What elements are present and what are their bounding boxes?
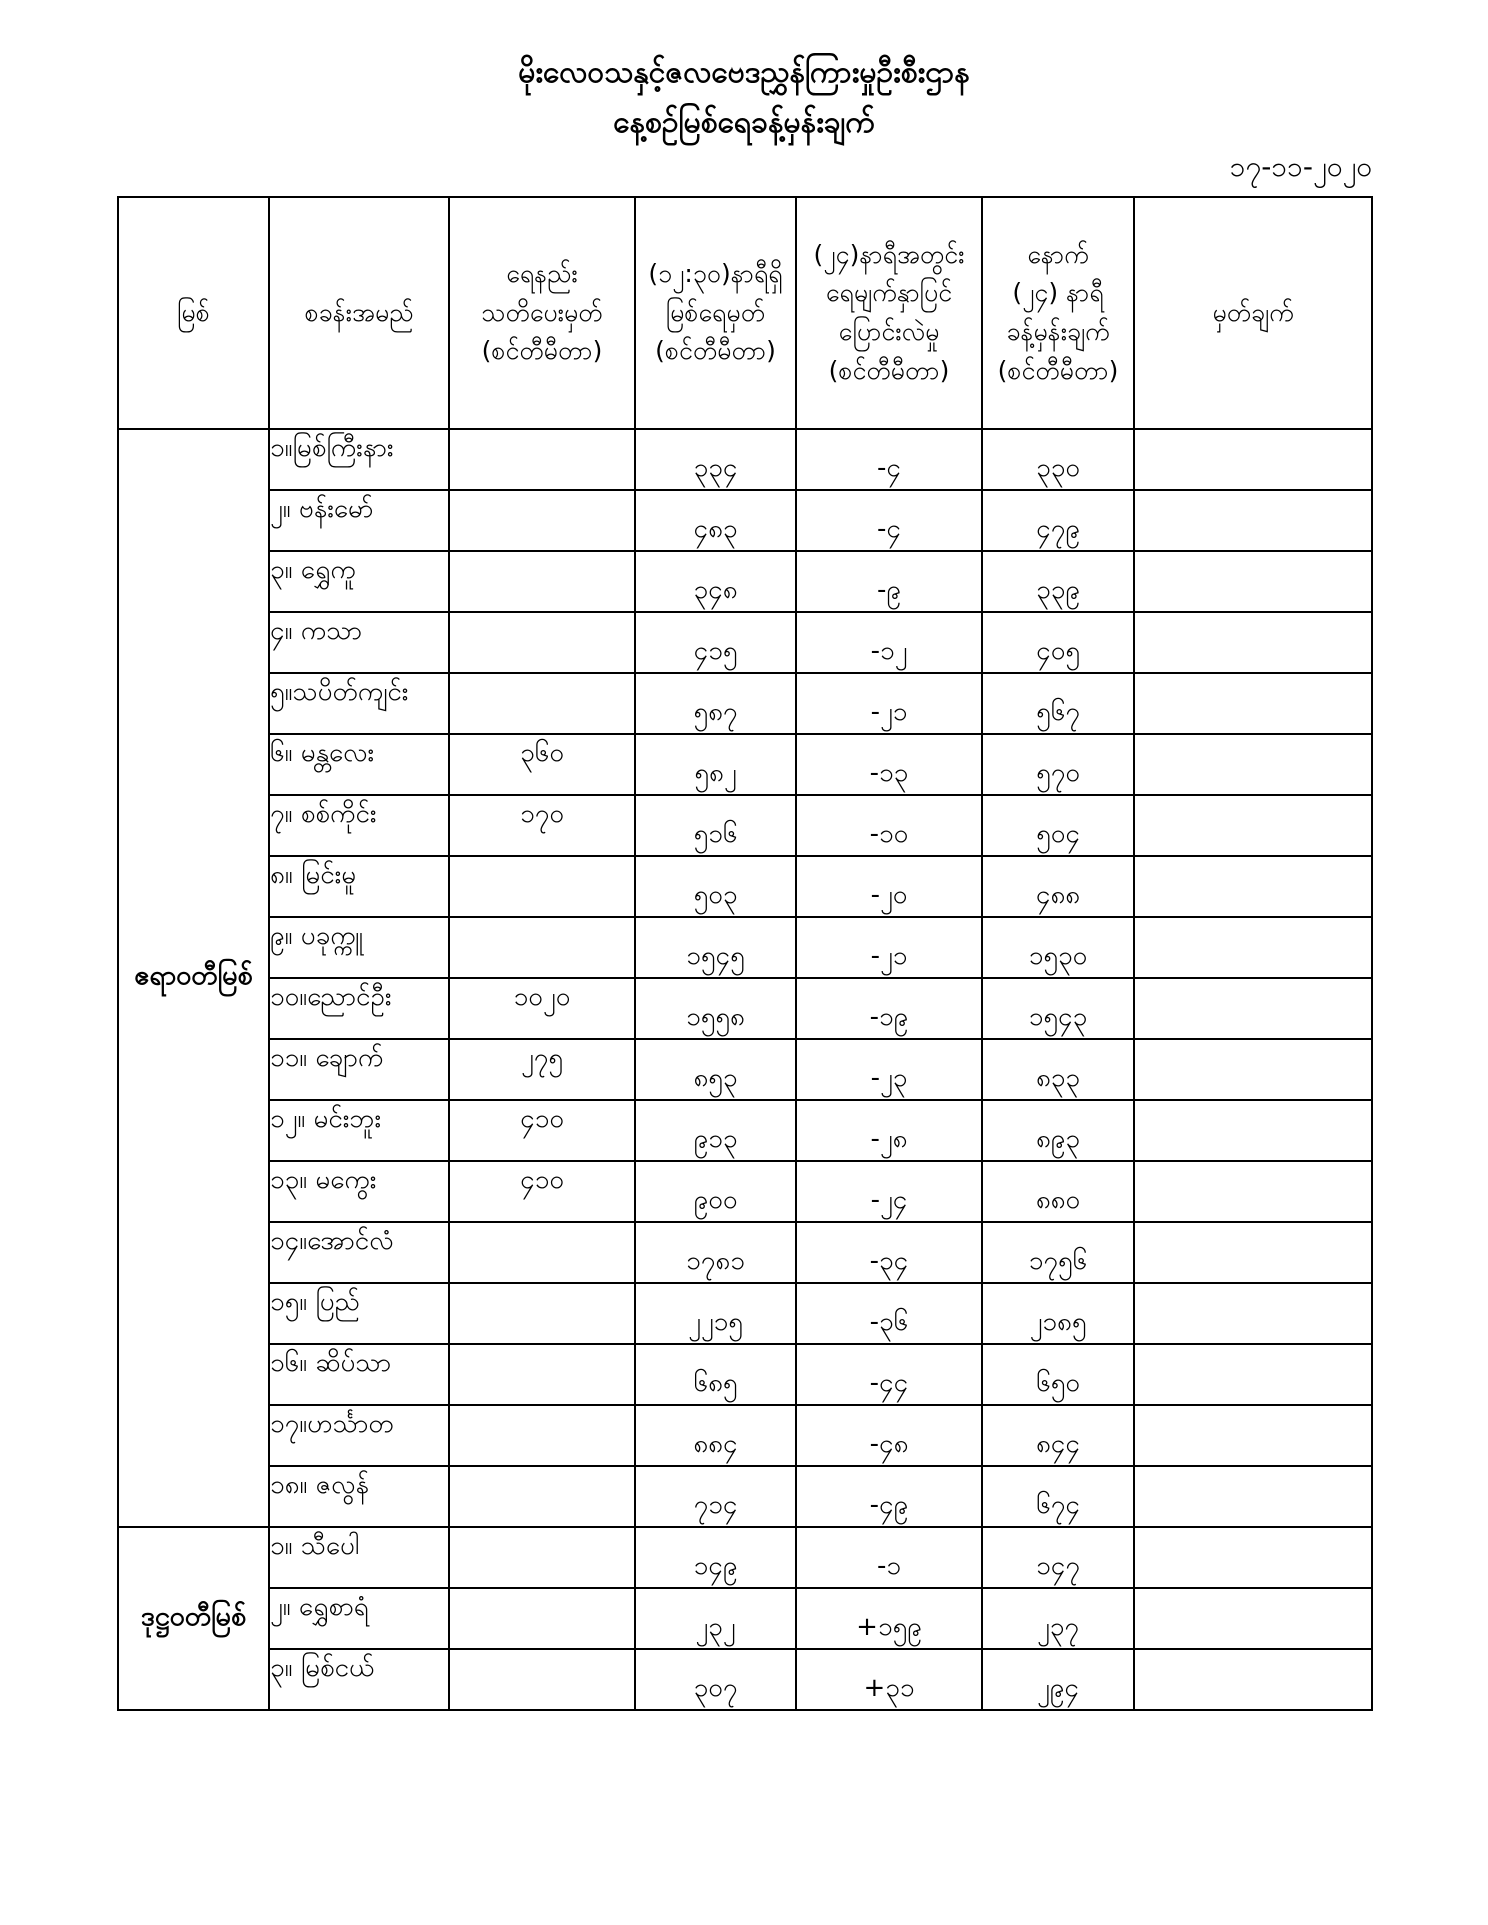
river-name-cell: ဧရာဝတီမြစ် (118, 429, 269, 1527)
change-cell: -၄ (796, 490, 982, 551)
change-cell: -၁၀ (796, 795, 982, 856)
level-cell: ၁၅၄၅ (635, 917, 796, 978)
table-row (118, 551, 1372, 612)
remark-cell (1134, 856, 1372, 917)
remark-cell (1134, 1405, 1372, 1466)
station-cell: ၃။ ရွှေကူ (269, 551, 449, 612)
warning-cell (449, 551, 635, 612)
station-cell: ၁၀။ညောင်ဦး (269, 978, 449, 1039)
remark-cell (1134, 978, 1372, 1039)
remark-cell (1134, 1344, 1372, 1405)
river-name-cell: ဒုဋ္ဌဝတီမြစ် (118, 1527, 269, 1710)
remark-cell (1134, 673, 1372, 734)
remark-cell (1134, 734, 1372, 795)
department-title: မိုးလေဝသနှင့်ဇလဗေဒညွှန်ကြားမှုဦးစီးဌာန (518, 55, 970, 90)
table-row (118, 1344, 1372, 1405)
warning-cell (449, 1344, 635, 1405)
remark-cell (1134, 1283, 1372, 1344)
forecast-cell: ၁၄၇ (982, 1527, 1134, 1588)
change-cell: -၁၃ (796, 734, 982, 795)
forecast-cell: ၂၃၇ (982, 1588, 1134, 1649)
forecast-cell: ၃၃၉ (982, 551, 1134, 612)
level-cell: ၇၁၄ (635, 1466, 796, 1527)
header-warning (449, 197, 635, 429)
header-change (796, 197, 982, 429)
table-row (118, 1161, 1372, 1222)
header-remark: မှတ်ချက် (1134, 197, 1372, 429)
level-cell: ၉၀၀ (635, 1161, 796, 1222)
station-cell: ၁၈။ ဇလွန် (269, 1466, 449, 1527)
warning-cell (449, 673, 635, 734)
change-cell: -၄၈ (796, 1405, 982, 1466)
remark-cell (1134, 1588, 1372, 1649)
remark-cell (1134, 490, 1372, 551)
level-cell: ၁၅၅၈ (635, 978, 796, 1039)
station-cell: ၈။ မြင်းမူ (269, 856, 449, 917)
change-cell: -၁ (796, 1527, 982, 1588)
station-cell: ၅။သပိတ်ကျင်း (269, 673, 449, 734)
report-title: နေ့စဉ်မြစ်ရေခန့်မှန်းချက် (613, 105, 875, 140)
forecast-cell: ၃၃၀ (982, 429, 1134, 490)
change-cell: -၂၃ (796, 1039, 982, 1100)
remark-cell (1134, 551, 1372, 612)
remark-cell (1134, 429, 1372, 490)
change-cell: -၂၄ (796, 1161, 982, 1222)
level-cell: ၃၀၇ (635, 1649, 796, 1710)
station-cell: ၁။မြစ်ကြီးနား (269, 429, 449, 490)
warning-cell (449, 1527, 635, 1588)
header-line: မြစ်ရေမှတ် (665, 297, 766, 327)
level-cell: ၆၈၅ (635, 1344, 796, 1405)
level-cell: ၅၈၇ (635, 673, 796, 734)
level-cell: ၂၂၁၅ (635, 1283, 796, 1344)
level-cell: ၃၄၈ (635, 551, 796, 612)
station-cell: ၁၃။ မကွေး (269, 1161, 449, 1222)
forecast-cell: ၅၀၄ (982, 795, 1134, 856)
warning-cell: ၁၇၀ (449, 795, 635, 856)
table-row (118, 1527, 1372, 1588)
warning-cell: ၁၀၂၀ (449, 978, 635, 1039)
change-cell: -၂၀ (796, 856, 982, 917)
level-cell: ၅၁၆ (635, 795, 796, 856)
table-row (118, 917, 1372, 978)
header-line: ရေနည်း (506, 258, 578, 288)
forecast-cell: ၂၉၄ (982, 1649, 1134, 1710)
warning-cell (449, 1222, 635, 1283)
station-cell: ၁၁။ ချောက် (269, 1039, 449, 1100)
level-cell: ၄၁၅ (635, 612, 796, 673)
forecast-cell: ၄၀၅ (982, 612, 1134, 673)
remark-cell (1134, 917, 1372, 978)
header-line: (စင်တီမီတာ) (828, 355, 950, 385)
table-row (118, 612, 1372, 673)
remark-cell (1134, 1649, 1372, 1710)
table-body (118, 429, 1372, 1710)
table-row (118, 1100, 1372, 1161)
warning-cell: ၄၁၀ (449, 1161, 635, 1222)
forecast-cell: ၆၇၄ (982, 1466, 1134, 1527)
forecast-cell: ၆၅၀ (982, 1344, 1134, 1405)
change-cell: -၃၆ (796, 1283, 982, 1344)
warning-cell (449, 856, 635, 917)
warning-cell (449, 429, 635, 490)
header-line: (စင်တီမီတာ) (997, 355, 1119, 385)
level-cell: ၈၅၃ (635, 1039, 796, 1100)
table-row (118, 734, 1372, 795)
header-line: ပြောင်းလဲမှု (838, 317, 940, 346)
table-row (118, 856, 1372, 917)
table-row (118, 1588, 1372, 1649)
change-cell: -၃၄ (796, 1222, 982, 1283)
change-cell: -၁၉ (796, 978, 982, 1039)
warning-cell (449, 1588, 635, 1649)
forecast-cell: ၂၁၈၅ (982, 1283, 1134, 1344)
remark-cell (1134, 795, 1372, 856)
warning-cell (449, 1283, 635, 1344)
forecast-cell: ၁၅၃၀ (982, 917, 1134, 978)
station-cell: ၁၄။အောင်လံ (269, 1222, 449, 1283)
warning-cell (449, 917, 635, 978)
level-cell: ၅၈၂ (635, 734, 796, 795)
station-cell: ၃။ မြစ်ငယ် (269, 1649, 449, 1710)
remark-cell (1134, 612, 1372, 673)
warning-cell (449, 1649, 635, 1710)
table-row (118, 1405, 1372, 1466)
level-cell: ၉၁၃ (635, 1100, 796, 1161)
change-cell: -၄ (796, 429, 982, 490)
change-cell: -၂၈ (796, 1100, 982, 1161)
header-line: ခန့်မှန်းချက် (1006, 317, 1110, 346)
table-row (118, 1283, 1372, 1344)
table-row (118, 795, 1372, 856)
header-line: သတိပေးမှတ် (481, 297, 603, 327)
header-line: ရေမျက်နှာပြင် (825, 278, 953, 308)
change-cell: -၁၂ (796, 612, 982, 673)
station-cell: ၆။ မန္တလေး (269, 734, 449, 795)
header-line: (စင်တီမီတာ) (655, 336, 776, 366)
station-cell: ၁၅။ ပြည် (269, 1283, 449, 1344)
remark-cell (1134, 1100, 1372, 1161)
table-row (118, 1649, 1372, 1710)
level-cell: ၁၄၉ (635, 1527, 796, 1588)
remark-cell (1134, 1527, 1372, 1588)
forecast-cell: ၈၃၃ (982, 1039, 1134, 1100)
change-cell: -၂၁ (796, 673, 982, 734)
report-date: ၁၇-၁၁-၂၀၂၀ (1229, 150, 1372, 183)
warning-cell: ၂၇၅ (449, 1039, 635, 1100)
change-cell: -၂၁ (796, 917, 982, 978)
forecast-cell: ၅၆၇ (982, 673, 1134, 734)
station-cell: ၁၂။ မင်းဘူး (269, 1100, 449, 1161)
header-line: (၂၄)နာရီအတွင်း (813, 239, 965, 269)
change-cell: -၄၄ (796, 1344, 982, 1405)
forecast-cell: ၄၈၈ (982, 856, 1134, 917)
table-row (118, 429, 1372, 490)
header-line: (စင်တီမီတာ) (481, 336, 603, 366)
header-line: (၁၂:၃၀)နာရီရှိ (648, 258, 783, 288)
forecast-cell: ၈၈၀ (982, 1161, 1134, 1222)
warning-cell: ၄၁၀ (449, 1100, 635, 1161)
station-cell: ၁။ သီပေါ (269, 1527, 449, 1588)
forecast-cell: ၁၇၅၆ (982, 1222, 1134, 1283)
forecast-cell: ၄၇၉ (982, 490, 1134, 551)
level-cell: ၈၈၄ (635, 1405, 796, 1466)
header-forecast (982, 197, 1134, 429)
table-row (118, 978, 1372, 1039)
station-cell: ၁၇။ဟင်္သာတ (269, 1405, 449, 1466)
table-row (118, 1222, 1372, 1283)
warning-cell: ၃၆၀ (449, 734, 635, 795)
header-level (635, 197, 796, 429)
warning-cell (449, 612, 635, 673)
remark-cell (1134, 1161, 1372, 1222)
level-cell: ၂၃၂ (635, 1588, 796, 1649)
header-river: မြစ် (118, 197, 269, 429)
level-cell: ၃၃၄ (635, 429, 796, 490)
change-cell: +၁၅၉ (796, 1588, 982, 1649)
remark-cell (1134, 1222, 1372, 1283)
station-cell: ၄။ ကသာ (269, 612, 449, 673)
table-row (118, 1466, 1372, 1527)
forecast-cell: ၅၇၀ (982, 734, 1134, 795)
station-cell: ၁၆။ ဆိပ်သာ (269, 1344, 449, 1405)
warning-cell (449, 490, 635, 551)
forecast-cell: ၈၄၄ (982, 1405, 1134, 1466)
river-level-table (117, 196, 1373, 1711)
change-cell: +၃၁ (796, 1649, 982, 1710)
station-cell: ၉။ ပခုက္ကူ (269, 917, 449, 978)
level-cell: ၅၀၃ (635, 856, 796, 917)
warning-cell (449, 1466, 635, 1527)
remark-cell (1134, 1466, 1372, 1527)
table-row (118, 1039, 1372, 1100)
level-cell: ၁၇၈၁ (635, 1222, 796, 1283)
remark-cell (1134, 1039, 1372, 1100)
table-row (118, 673, 1372, 734)
header-station: စခန်းအမည် (269, 197, 449, 429)
forecast-cell: ၈၉၃ (982, 1100, 1134, 1161)
header-line: နောက် (1027, 239, 1089, 269)
header-line: (၂၄) နာရီ (1012, 278, 1104, 308)
forecast-cell: ၁၅၄၃ (982, 978, 1134, 1039)
station-cell: ၂။ ဗန်းမော် (269, 490, 449, 551)
table-row (118, 490, 1372, 551)
station-cell: ၂။ ရွှေစာရံ (269, 1588, 449, 1649)
station-cell: ၇။ စစ်ကိုင်း (269, 795, 449, 856)
change-cell: -၄၉ (796, 1466, 982, 1527)
table-header-row (118, 197, 1372, 429)
level-cell: ၄၈၃ (635, 490, 796, 551)
change-cell: -၉ (796, 551, 982, 612)
warning-cell (449, 1405, 635, 1466)
